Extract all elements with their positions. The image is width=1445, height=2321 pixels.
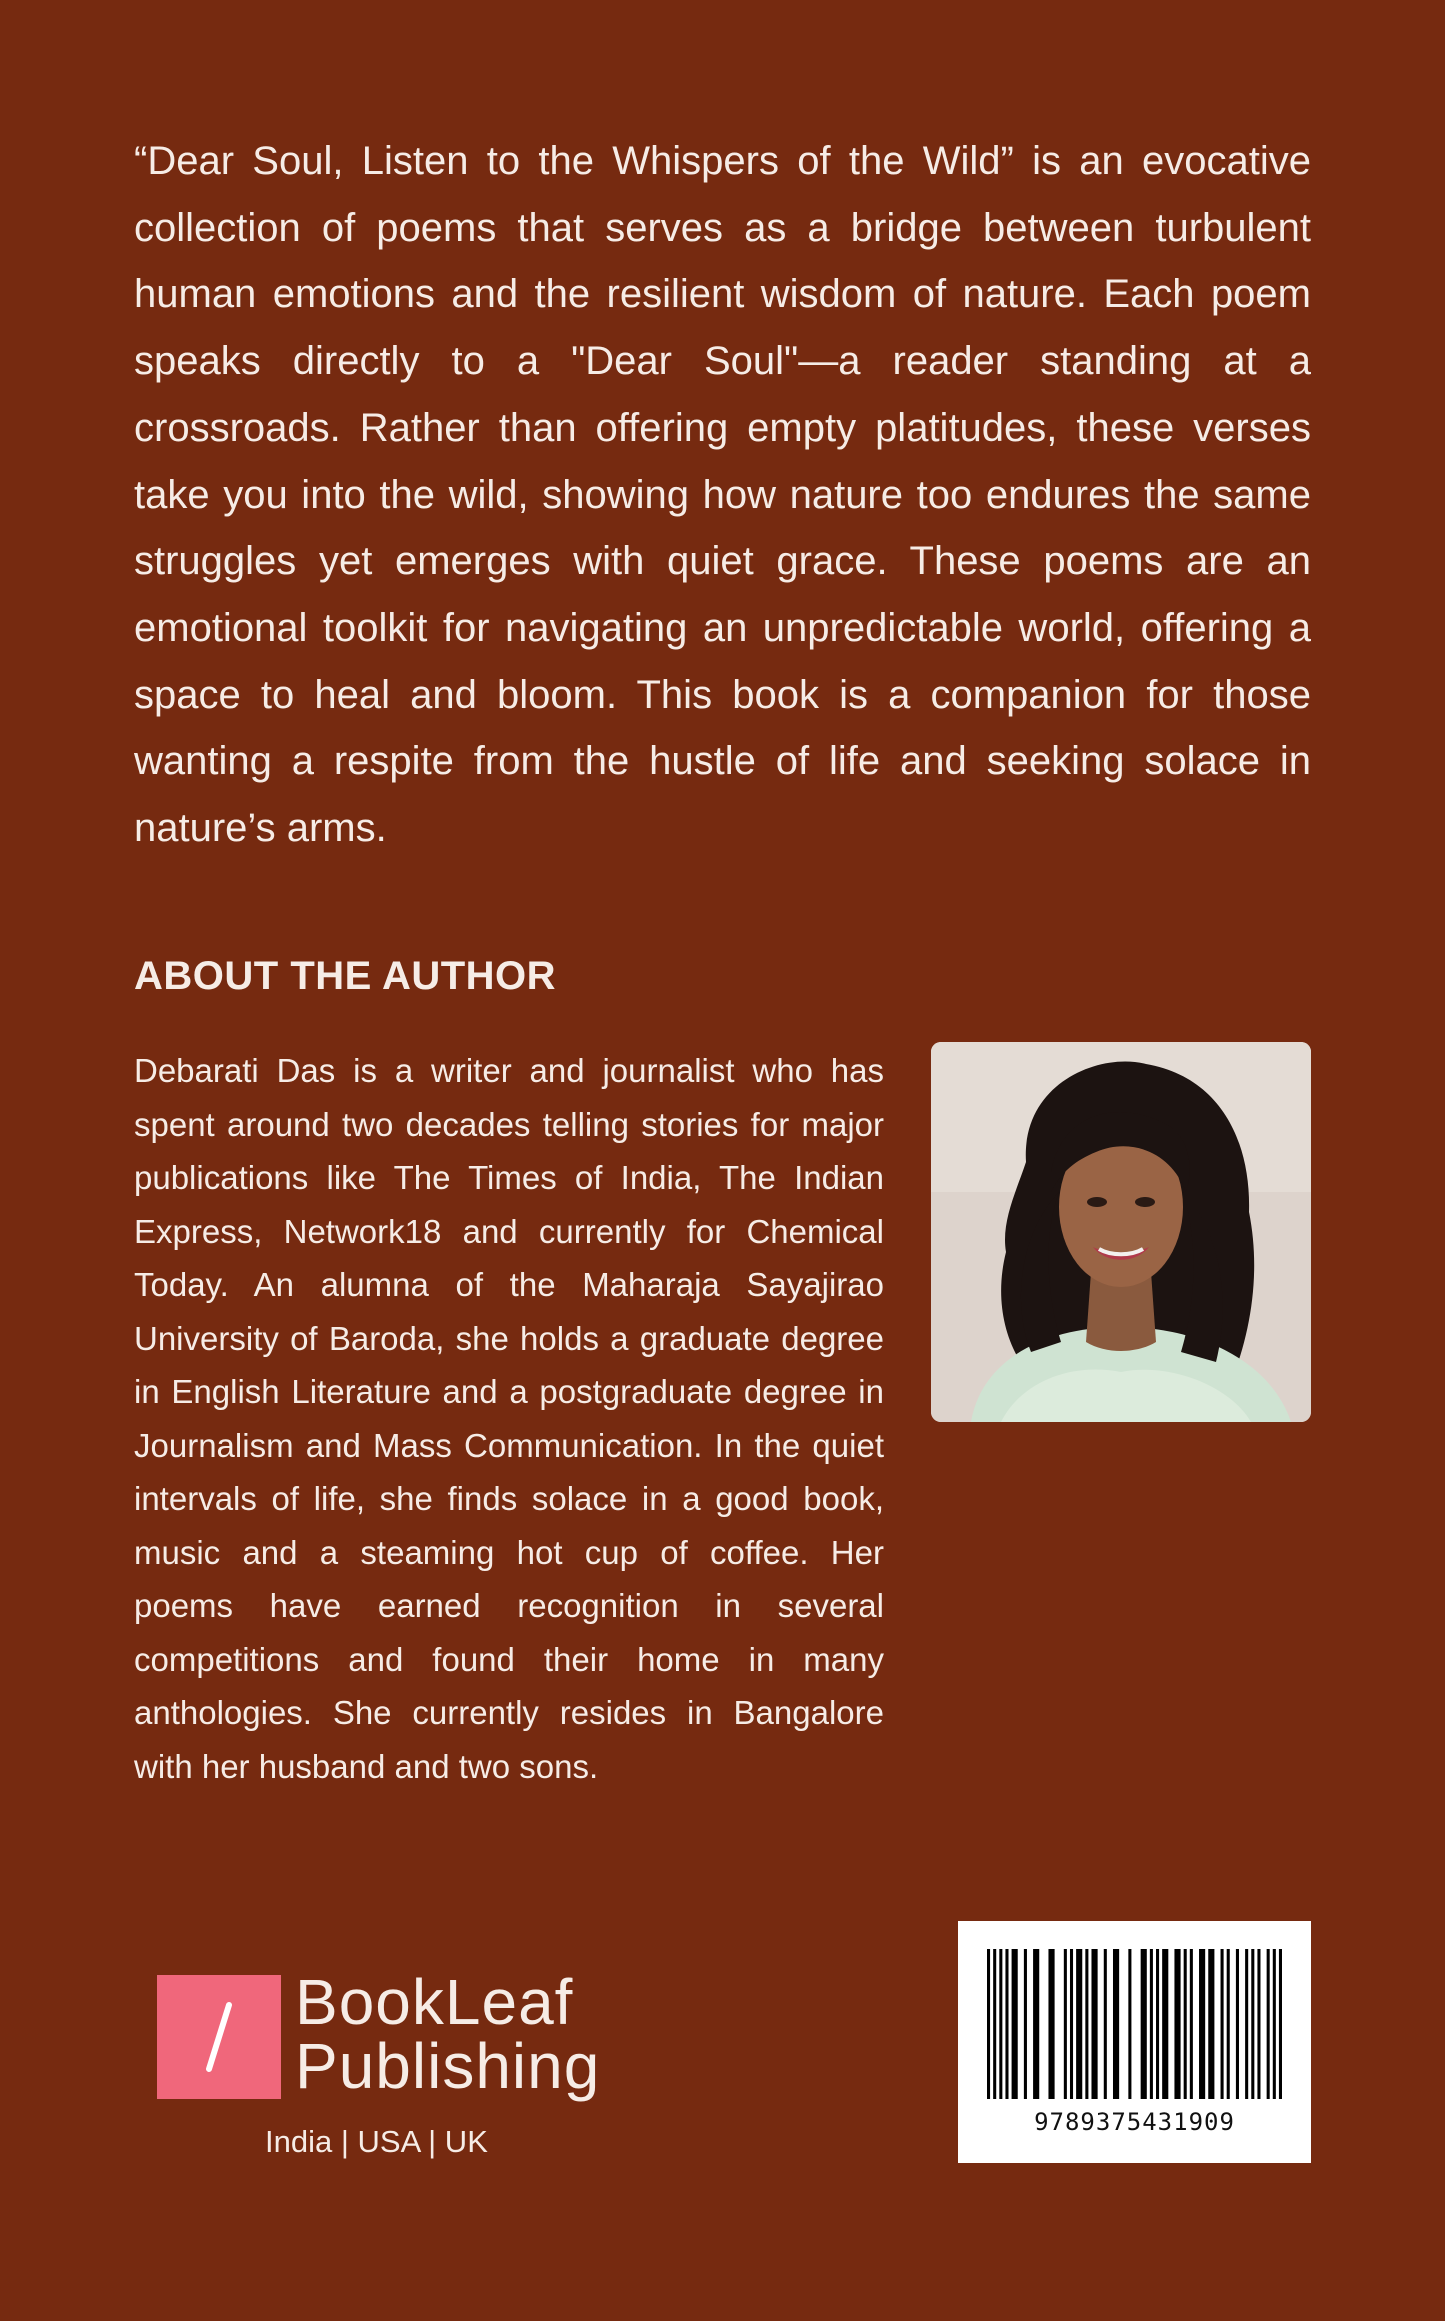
barcode-bar: [1257, 1949, 1260, 2099]
barcode-bar: [1048, 1949, 1054, 2099]
barcode-bar: [1024, 1949, 1027, 2099]
barcode-bar: [1267, 1949, 1270, 2099]
barcode-bar: [1064, 1949, 1067, 2099]
barcode-bar: [1128, 1949, 1131, 2099]
barcode-bar: [1190, 1949, 1193, 2099]
barcode-bar: [1184, 1949, 1187, 2099]
barcode-bar: [1033, 1949, 1039, 2099]
barcode-bar: [993, 1949, 996, 2099]
barcode-bars: [987, 1949, 1282, 2099]
publisher-regions: India | USA | UK: [265, 2124, 488, 2159]
isbn-number: 9789375431909: [1034, 2108, 1235, 2136]
author-bio: Debarati Das is a writer and journalist who has spent around two decades telling stories for major publications like The Times of India, The Indian Express, Network18 and currently for Chemical Today. An alumna of the Maharaja Sayajirao University of Baroda, she holds a graduate degree in English Literature and a postgraduate degree in Journalism and Mass Communication. In the quiet intervals of life, she finds solace in a good book, music and a steaming hot cup of coffee. Her poems have earned recognition in several competitions and found their home in many anthologies. She currently resides in Bangalore with her husband and two sons.: [134, 1052, 884, 1785]
barcode-bar: [1208, 1949, 1214, 2099]
author-photo: [931, 1042, 1311, 1422]
barcode-bar: [987, 1949, 990, 2099]
publisher-logo: [157, 1966, 617, 2159]
barcode-bar: [1174, 1949, 1180, 2099]
barcode-bar: [1199, 1949, 1205, 2099]
barcode-bar: [1245, 1949, 1248, 2099]
barcode-bar: [1251, 1949, 1254, 2099]
barcode-bar: [1227, 1949, 1230, 2099]
barcode-bar: [1085, 1949, 1088, 2099]
barcode-bar: [1150, 1949, 1153, 2099]
barcode-bar: [1104, 1949, 1107, 2099]
isbn-barcode: [958, 1921, 1311, 2163]
book-blurb: “Dear Soul, Listen to the Whispers of the Wild” is an evocative collection of poems that serves as a bridge between turbulent human emotions and the resilient wisdom of nature. Each poem speaks directly to a "Dear Soul"—a reader standing at a crossroads. Rather than offering empty platitudes, these verses take you into the wild, showing how nature too endures the same struggles yet emerges with quiet grace. These poems are an emotional toolkit for navigating an unpredictable world, offering a space to heal and bloom. This book is a companion for those wanting a respite from the hustle of life and seeking solace in nature’s arms.: [134, 139, 1311, 851]
barcode-bar: [1091, 1949, 1097, 2099]
barcode-bar: [1162, 1949, 1168, 2099]
barcode-bar: [1113, 1949, 1119, 2099]
barcode-bar: [1005, 1949, 1008, 2099]
barcode-bar: [1141, 1949, 1147, 2099]
barcode-bar: [1221, 1949, 1224, 2099]
barcode-bar: [1273, 1949, 1276, 2099]
bookleaf-logo-mark: [157, 1975, 281, 2099]
barcode-bar: [1076, 1949, 1082, 2099]
barcode-bar: [1070, 1949, 1073, 2099]
about-author-heading: ABOUT THE AUTHOR: [134, 954, 557, 998]
barcode-bar: [1012, 1949, 1018, 2099]
publisher-name-line1: BookLeaf: [295, 1966, 574, 2038]
barcode-bar: [1279, 1949, 1282, 2099]
publisher-name-line2: Publishing: [295, 2030, 601, 2102]
barcode-bar: [1156, 1949, 1159, 2099]
barcode-bar: [999, 1949, 1002, 2099]
barcode-bar: [1236, 1949, 1239, 2099]
